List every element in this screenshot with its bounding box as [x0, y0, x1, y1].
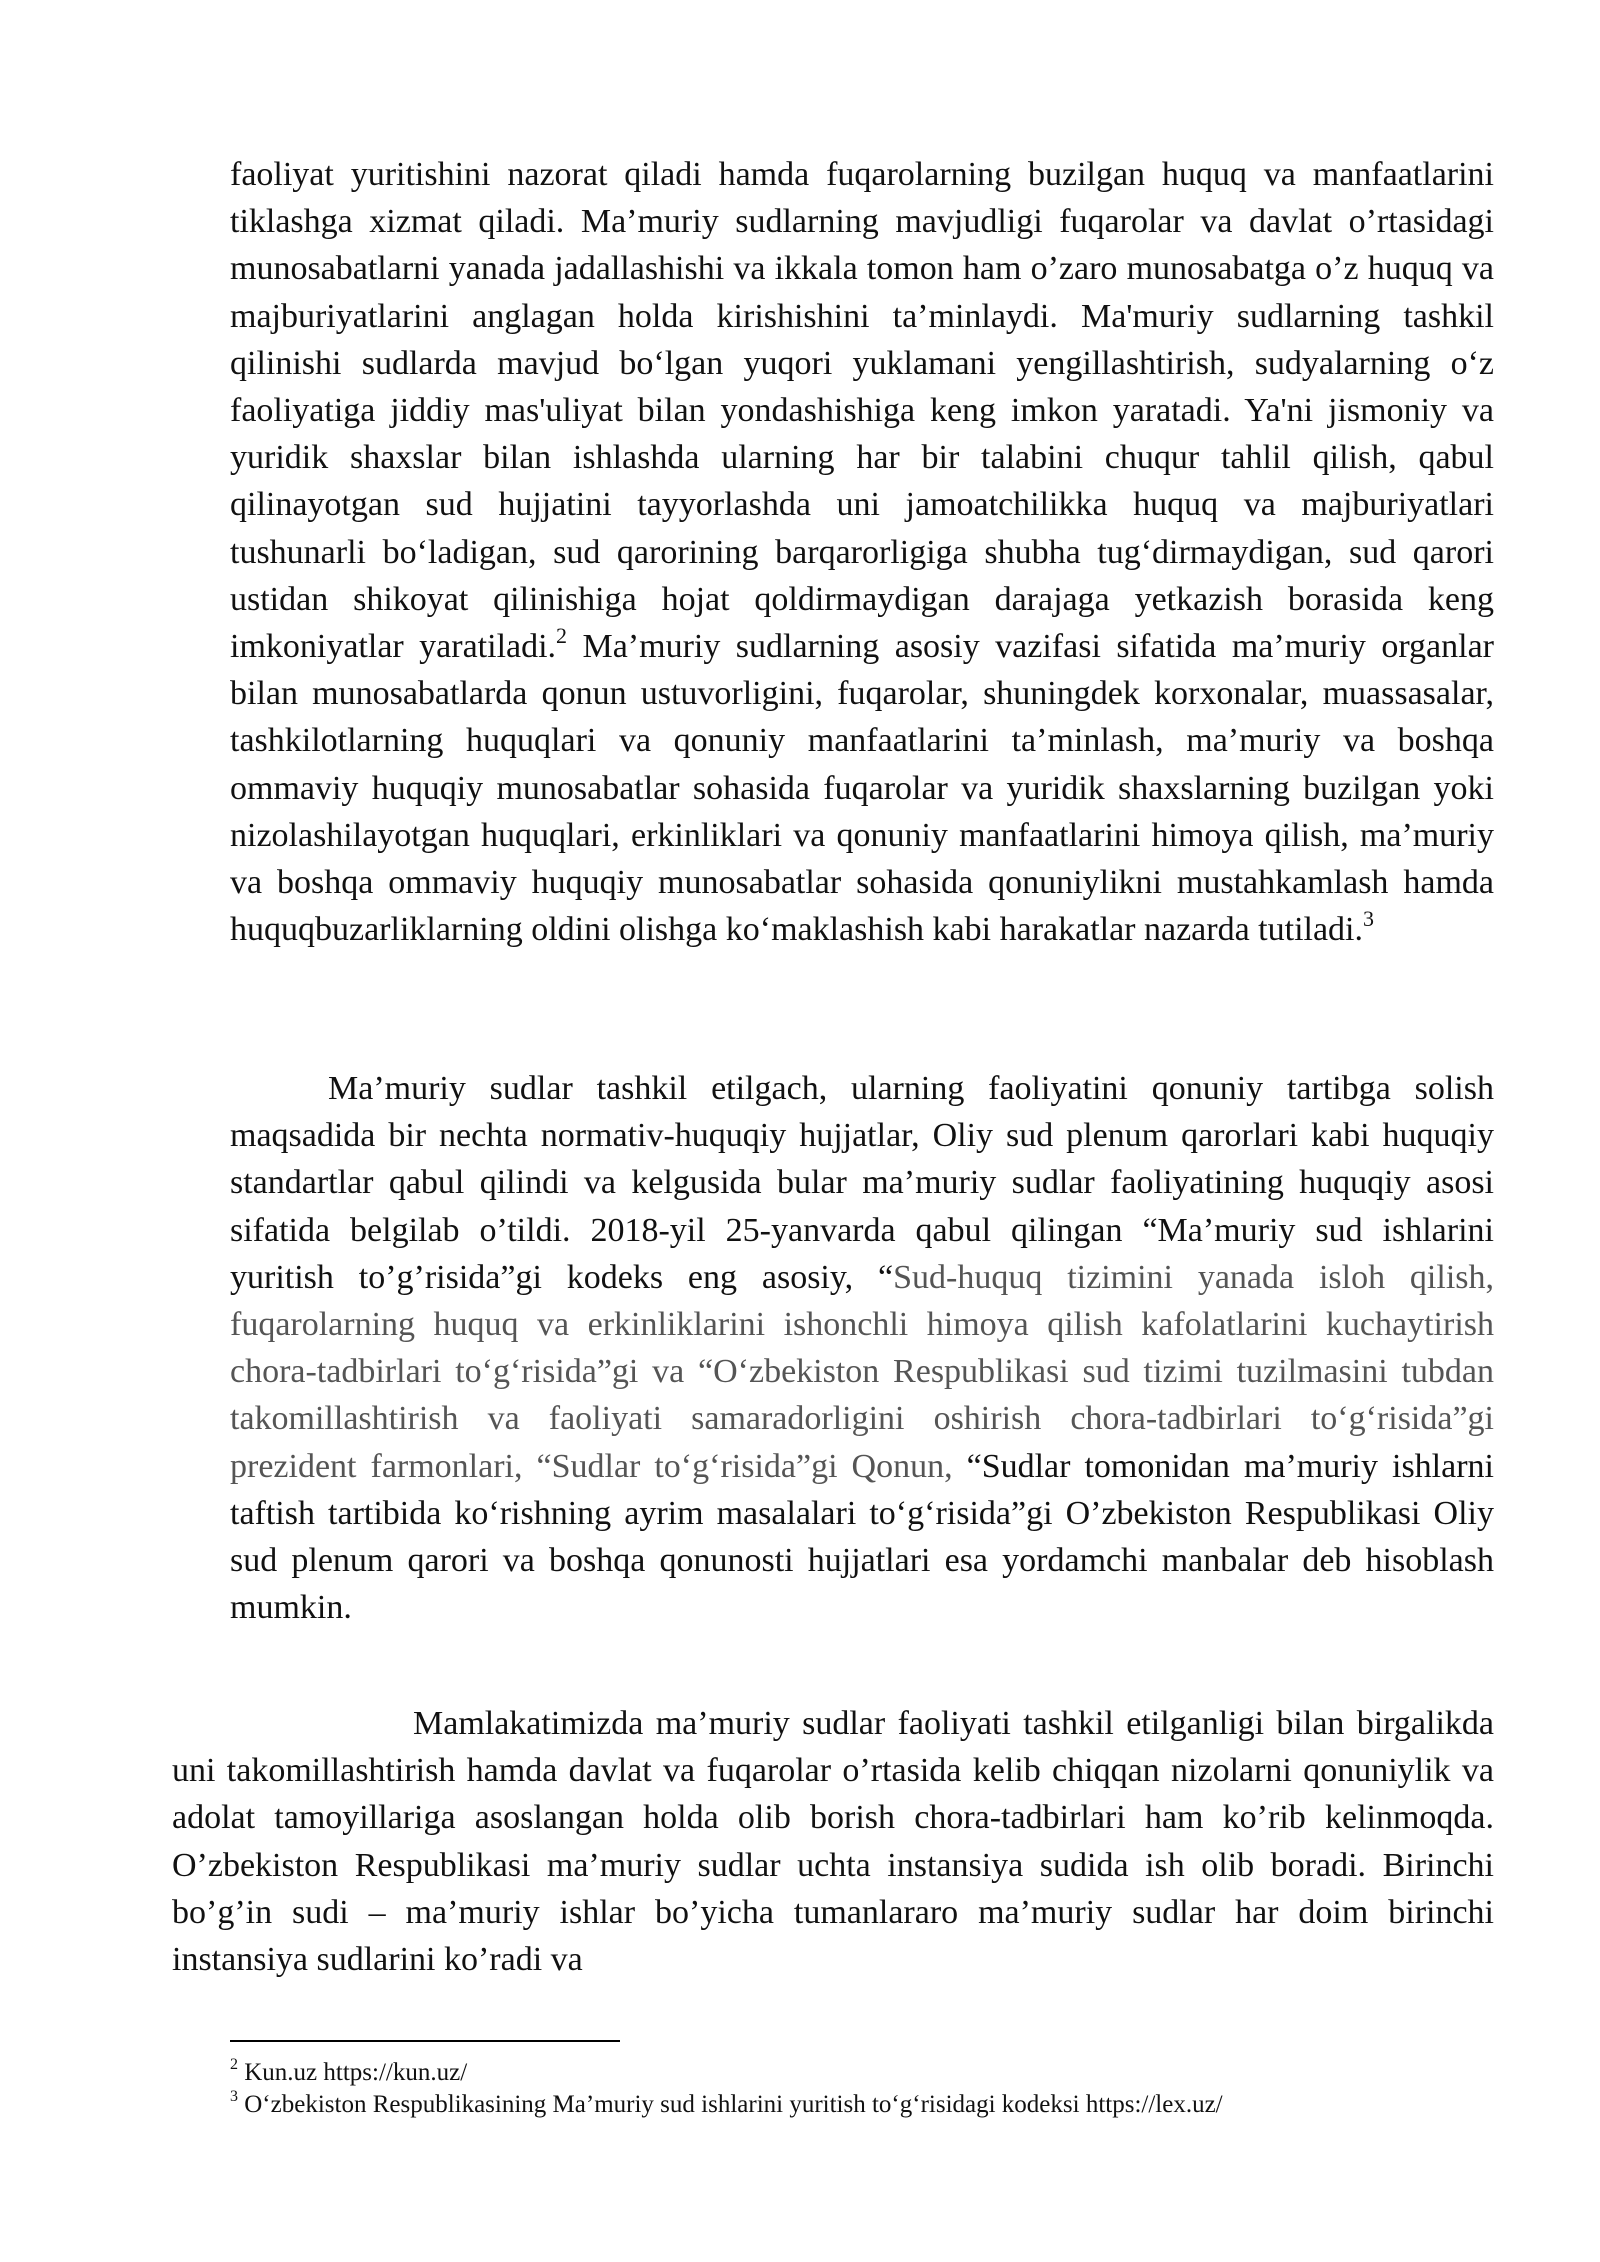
footnote-ref-2[interactable]: 2 [556, 622, 568, 648]
paragraph-2-decrees-text: Sud-huquq tizimini yanada isloh qilish, fuqarolarning huquq va erkinliklarini ishonchli himoya qilish kafolatlarini kuchaytirish chora-tadbirlari to‘g‘risida”gi va “O‘zbekiston Respublikasi sud tizimi tuzilmasini tubdan takomillashtirish va faoliyati samaradorligini oshirish chora-tadbirlari to‘g‘risida”gi prezident farmonlari, “Sudlar to‘g‘risida”gi Qonun, [230, 1258, 1495, 1485]
paragraph-1-text-a: faoliyat yuritishini nazorat qiladi hamda fuqarolarning buzilgan huquq va manfaatlarini tiklashga xizmat qiladi. Ma’muriy sudlarning mavjudligi fuqarolar va davlat o’rtasidagi munosabatlarni yanada jadallashishi va ikkala tomon ham o’zaro munosabatga o’z huquq va majburiyatlarini anglagan holda kirishishini ta’minlaydi. Ma'muriy sudlarning tashkil qilinishi sudlarda mavjud bo‘lgan yuqori yuklamani yengillashtirish, sudyalarning o‘z faoliyatiga jiddiy mas'uliyat bilan yondashishiga keng imkon yaratadi. Ya'ni jismoniy va yuridik shaxslar bilan ishlashda ularning har bir talabini chuqur tahlil qilish, qabul qilinayotgan sud hujjatini tayyorlashda uni jamoatchilikka huquq va majburiyatlari tushunarli bo‘ladigan, sud qarorining barqarorligiga shubha tug‘dirmaydigan, sud qarori ustidan shikoyat qilinishiga hojat qoldirmaydigan darajaga yetkazish borasida keng imkoniyatlar yaratiladi. [230, 156, 1494, 666]
footnote-3-text: O‘zbekiston Respublikasining Ma’muriy sud ishlarini yuritish to‘g‘risidagi kodeksi https://lex.uz/ [238, 2091, 1223, 2118]
paragraph-3: Mamlakatimizda ma’muriy sudlar faoliyati tashkil etilganligi bilan birgalikda uni takomillashtirish hamda davlat va fuqarolar o’rtasida kelib chiqqan nizolarni qonuniylik va adolat tamoyillariga asoslangan holda olib borish chora-tadbirlari ham ko’rib kelinmoqda. O’zbekiston Respublikasi ma’muriy sudlar uchta instansiya sudida ish olib boradi. Birinchi bo’g’in sudi – ma’muriy ishlar bo’yicha tumanlararo ma’muriy sudlar har doim birinchi instansiya sudlarini ko’radi va [172, 1705, 1494, 1979]
footnote-ref-3[interactable]: 3 [1363, 905, 1375, 931]
paragraph-2-text-a: Ma’muriy sudlar tashkil etilgach, ularning faoliyatini qonuniy tartibga solish maqsadida bir nechta normativ-huquqiy hujjatlar, Oliy sud plenum qarorlari kabi huquqiy standartlar qabul qilindi va kelgusida bular ma’muriy sudlar faoliyatining huquqiy asosi sifatida belgilab o’tildi. 2018-yil 25-yanvarda qabul qilingan “Ma’muriy sud ishlarini yuritish to’g’risida”gi kodeks eng asosiy, “ [230, 1070, 1494, 1296]
paragraph-1-text-b: Ma’muriy sudlarning asosiy vazifasi sifatida ma’muriy organlar bilan munosabatlarda qonun ustuvorligini, fuqarolar, shuningdek korxonalar, muassasalar, tashkilotlarning huquqlari va qonuniy manfaatlarini ta’minlash, ma’muriy va boshqa ommaviy huquqiy munosabatlar sohasida fuqarolar va yuridik shaxslarning buzilgan yoki nizolashilayotgan huquqlari, erkinliklari va qonuniy manfaatlarini himoya qilish, ma’muriy va boshqa ommaviy huquqiy munosabatlar sohasida qonuniylikni mustahkamlash hamda huquqbuzarliklarning oldini olishga ko‘maklashish kabi harakatlar nazarda tutiladi. [230, 628, 1494, 949]
footnote-3-number: 3 [230, 2087, 238, 2105]
paragraph-1 [230, 151, 1494, 953]
paragraph-2 [230, 1065, 1494, 1631]
footnote-2 [230, 2055, 468, 2088]
footnote-2-text: Kun.uz https://kun.uz/ [238, 2059, 468, 2086]
footnote-3 [230, 2087, 1223, 2120]
footnote-separator [230, 2040, 620, 2042]
paragraph-2-text-b: “Sudlar tomonidan ma’muriy ishlarni taftish tartibida ko‘rishning ayrim masalalari to‘g‘risida”gi O’zbekiston Respublikasi Oliy sud plenum qarori va boshqa qonunosti hujjatlari esa yordamchi manbalar deb hisoblash mumkin. [230, 1447, 1494, 1627]
footnote-2-number: 2 [230, 2055, 238, 2073]
